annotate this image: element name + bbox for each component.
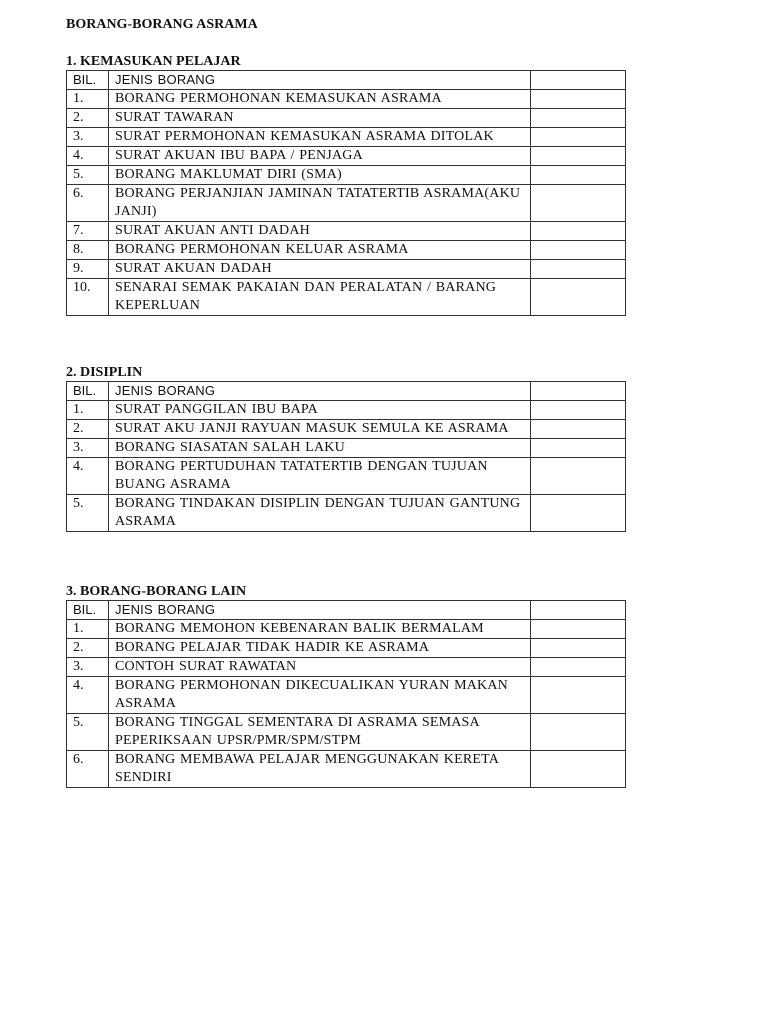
- table-header-row: [67, 71, 626, 90]
- document-title: BORANG-BORANG ASRAMA: [66, 17, 258, 32]
- form-name: SURAT PERMOHONAN KEMASUKAN ASRAMA DITOLAK: [109, 128, 531, 147]
- table-header-row: [67, 601, 626, 620]
- section-kemasukan-pelajar: [66, 53, 626, 316]
- form-name: BORANG SIASATAN SALAH LAKU: [109, 439, 531, 458]
- row-number: 1.: [67, 90, 109, 109]
- blank-cell: [531, 439, 626, 458]
- row-number: 4.: [67, 677, 109, 714]
- table-row: [67, 458, 626, 495]
- section-title: 3. BORANG-BORANG LAIN: [66, 584, 247, 599]
- form-name: SURAT TAWARAN: [109, 109, 531, 128]
- row-number: 6.: [67, 751, 109, 788]
- form-name: BORANG MAKLUMAT DIRI (SMA): [109, 166, 531, 185]
- form-name: BORANG PERMOHONAN DIKECUALIKAN YURAN MAKAN ASRAMA: [109, 677, 531, 714]
- form-name: SURAT AKUAN ANTI DADAH: [109, 222, 531, 241]
- row-number: 2.: [67, 639, 109, 658]
- column-header-blank: [531, 382, 626, 401]
- form-name: SURAT AKUAN DADAH: [109, 260, 531, 279]
- table-row: [67, 677, 626, 714]
- forms-table: [66, 600, 626, 788]
- column-header-blank: [531, 601, 626, 620]
- row-number: 3.: [67, 439, 109, 458]
- row-number: 4.: [67, 458, 109, 495]
- blank-cell: [531, 185, 626, 222]
- blank-cell: [531, 401, 626, 420]
- row-number: 2.: [67, 109, 109, 128]
- table-row: [67, 714, 626, 751]
- blank-cell: [531, 620, 626, 639]
- column-header-blank: [531, 71, 626, 90]
- blank-cell: [531, 420, 626, 439]
- blank-cell: [531, 458, 626, 495]
- blank-cell: [531, 109, 626, 128]
- row-number: 8.: [67, 241, 109, 260]
- blank-cell: [531, 128, 626, 147]
- form-name: BORANG MEMOHON KEBENARAN BALIK BERMALAM: [109, 620, 531, 639]
- blank-cell: [531, 241, 626, 260]
- blank-cell: [531, 658, 626, 677]
- section-title: 1. KEMASUKAN PELAJAR: [66, 54, 241, 69]
- table-row: [67, 620, 626, 639]
- form-name: BORANG TINDAKAN DISIPLIN DENGAN TUJUAN GANTUNG ASRAMA: [109, 495, 531, 532]
- column-header-jenis-borang: JENIS BORANG: [109, 71, 531, 90]
- form-name: BORANG PERMOHONAN KEMASUKAN ASRAMA: [109, 90, 531, 109]
- row-number: 1.: [67, 401, 109, 420]
- blank-cell: [531, 714, 626, 751]
- table-row: [67, 147, 626, 166]
- row-number: 2.: [67, 420, 109, 439]
- column-header-bil: BIL.: [67, 71, 109, 90]
- column-header-bil: BIL.: [67, 601, 109, 620]
- form-name: BORANG PERTUDUHAN TATATERTIB DENGAN TUJUAN BUANG ASRAMA: [109, 458, 531, 495]
- form-name: SURAT AKUAN IBU BAPA / PENJAGA: [109, 147, 531, 166]
- table-row: [67, 109, 626, 128]
- blank-cell: [531, 639, 626, 658]
- table-row: [67, 439, 626, 458]
- table-row: [67, 751, 626, 788]
- row-number: 5.: [67, 714, 109, 751]
- row-number: 3.: [67, 658, 109, 677]
- blank-cell: [531, 222, 626, 241]
- row-number: 1.: [67, 620, 109, 639]
- form-name: BORANG MEMBAWA PELAJAR MENGGUNAKAN KERETA SENDIRI: [109, 751, 531, 788]
- table-row: [67, 185, 626, 222]
- form-name: BORANG PERMOHONAN KELUAR ASRAMA: [109, 241, 531, 260]
- table-row: [67, 495, 626, 532]
- blank-cell: [531, 147, 626, 166]
- forms-table: [66, 70, 626, 316]
- row-number: 7.: [67, 222, 109, 241]
- blank-cell: [531, 495, 626, 532]
- blank-cell: [531, 279, 626, 316]
- form-name: SURAT AKU JANJI RAYUAN MASUK SEMULA KE ASRAMA: [109, 420, 531, 439]
- form-name: BORANG TINGGAL SEMENTARA DI ASRAMA SEMASA PEPERIKSAAN UPSR/PMR/SPM/STPM: [109, 714, 531, 751]
- form-name: BORANG PERJANJIAN JAMINAN TATATERTIB ASRAMA(AKU JANJI): [109, 185, 531, 222]
- table-row: [67, 279, 626, 316]
- table-header-row: [67, 382, 626, 401]
- blank-cell: [531, 166, 626, 185]
- table-row: [67, 166, 626, 185]
- row-number: 6.: [67, 185, 109, 222]
- table-row: [67, 128, 626, 147]
- row-number: 10.: [67, 279, 109, 316]
- blank-cell: [531, 751, 626, 788]
- row-number: 9.: [67, 260, 109, 279]
- section-title: 2. DISIPLIN: [66, 365, 143, 380]
- row-number: 5.: [67, 495, 109, 532]
- table-row: [67, 658, 626, 677]
- column-header-jenis-borang: JENIS BORANG: [109, 601, 531, 620]
- table-row: [67, 241, 626, 260]
- row-number: 3.: [67, 128, 109, 147]
- blank-cell: [531, 90, 626, 109]
- row-number: 5.: [67, 166, 109, 185]
- form-name: SURAT PANGGILAN IBU BAPA: [109, 401, 531, 420]
- blank-cell: [531, 677, 626, 714]
- blank-cell: [531, 260, 626, 279]
- forms-table: [66, 381, 626, 532]
- table-row: [67, 222, 626, 241]
- row-number: 4.: [67, 147, 109, 166]
- column-header-jenis-borang: JENIS BORANG: [109, 382, 531, 401]
- table-row: [67, 420, 626, 439]
- section-disiplin: [66, 364, 626, 532]
- form-name: BORANG PELAJAR TIDAK HADIR KE ASRAMA: [109, 639, 531, 658]
- table-row: [67, 90, 626, 109]
- column-header-bil: BIL.: [67, 382, 109, 401]
- section-borang-borang-lain: [66, 583, 626, 788]
- form-name: SENARAI SEMAK PAKAIAN DAN PERALATAN / BARANG KEPERLUAN: [109, 279, 531, 316]
- table-row: [67, 639, 626, 658]
- form-name: CONTOH SURAT RAWATAN: [109, 658, 531, 677]
- table-row: [67, 401, 626, 420]
- table-row: [67, 260, 626, 279]
